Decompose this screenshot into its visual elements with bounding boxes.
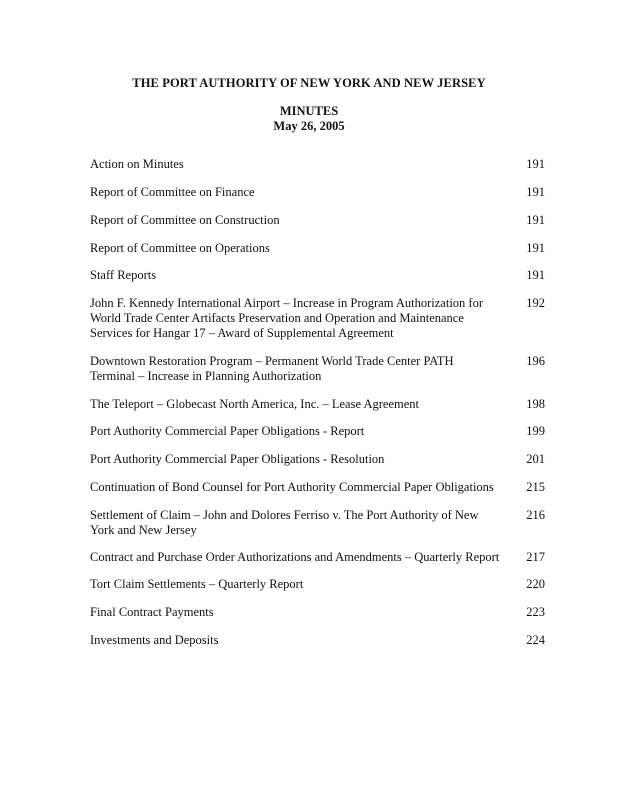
toc-entry-page: 196 [526, 354, 545, 368]
organization-title: THE PORT AUTHORITY OF NEW YORK AND NEW JERSEY [132, 76, 486, 90]
toc-entry-title: Report of Committee on Finance [90, 185, 255, 199]
toc-entry-title: Settlement of Claim – John and Dolores Ferriso v. The Port Authority of New York and New Jersey [90, 508, 479, 537]
toc-entry-title: Investments and Deposits [90, 633, 219, 647]
toc-entry-page: 192 [526, 296, 545, 310]
toc-entry-page: 191 [526, 157, 545, 171]
toc-entry-title: Contract and Purchase Order Authorizations and Amendments – Quarterly Report [90, 550, 500, 564]
toc-entry-page: 191 [526, 241, 545, 255]
toc-entry-page: 217 [526, 550, 545, 564]
toc-entry-title: Staff Reports [90, 268, 157, 282]
toc-entry-title: Downtown Restoration Program – Permanent World Trade Center PATH Terminal – Increase in Planning Authorization [90, 354, 454, 383]
toc-entry-page: 215 [526, 480, 545, 494]
toc-entry-page: 224 [526, 633, 545, 647]
toc-entry-title: Port Authority Commercial Paper Obligations - Report [90, 424, 365, 438]
toc-entry-page: 199 [526, 424, 545, 438]
toc-entry-page: 191 [526, 185, 545, 199]
document-date: May 26, 2005 [273, 119, 345, 133]
toc-entry-page: 198 [526, 397, 545, 411]
toc-entry-title: Final Contract Payments [90, 605, 214, 619]
document-title: MINUTES [279, 104, 339, 118]
toc-entry-title: Tort Claim Settlements – Quarterly Report [90, 577, 304, 591]
toc-entry-page: 191 [526, 213, 545, 227]
toc-entry-page: 220 [526, 577, 545, 591]
toc-entry-title: John F. Kennedy International Airport – Increase in Program Authorization for World Trade Center Artifacts Preservation and Operation and Maintenance Services for Hangar 17 – Award of Supplemental Agreement [90, 296, 483, 340]
toc-entry-page: 216 [526, 508, 545, 522]
toc-entry-title: Continuation of Bond Counsel for Port Authority Commercial Paper Obligations [90, 480, 494, 494]
toc-entry-title: Report of Committee on Construction [90, 213, 280, 227]
toc-entry-page: 201 [526, 452, 545, 466]
toc-entry-page: 191 [526, 268, 545, 282]
toc-entry-page: 223 [526, 605, 545, 619]
toc-entry-title: The Teleport – Globecast North America, Inc. – Lease Agreement [90, 397, 419, 411]
toc-entry-title: Report of Committee on Operations [90, 241, 270, 255]
toc-entry-title: Action on Minutes [90, 157, 184, 171]
toc-entry-title: Port Authority Commercial Paper Obligations - Resolution [90, 452, 385, 466]
